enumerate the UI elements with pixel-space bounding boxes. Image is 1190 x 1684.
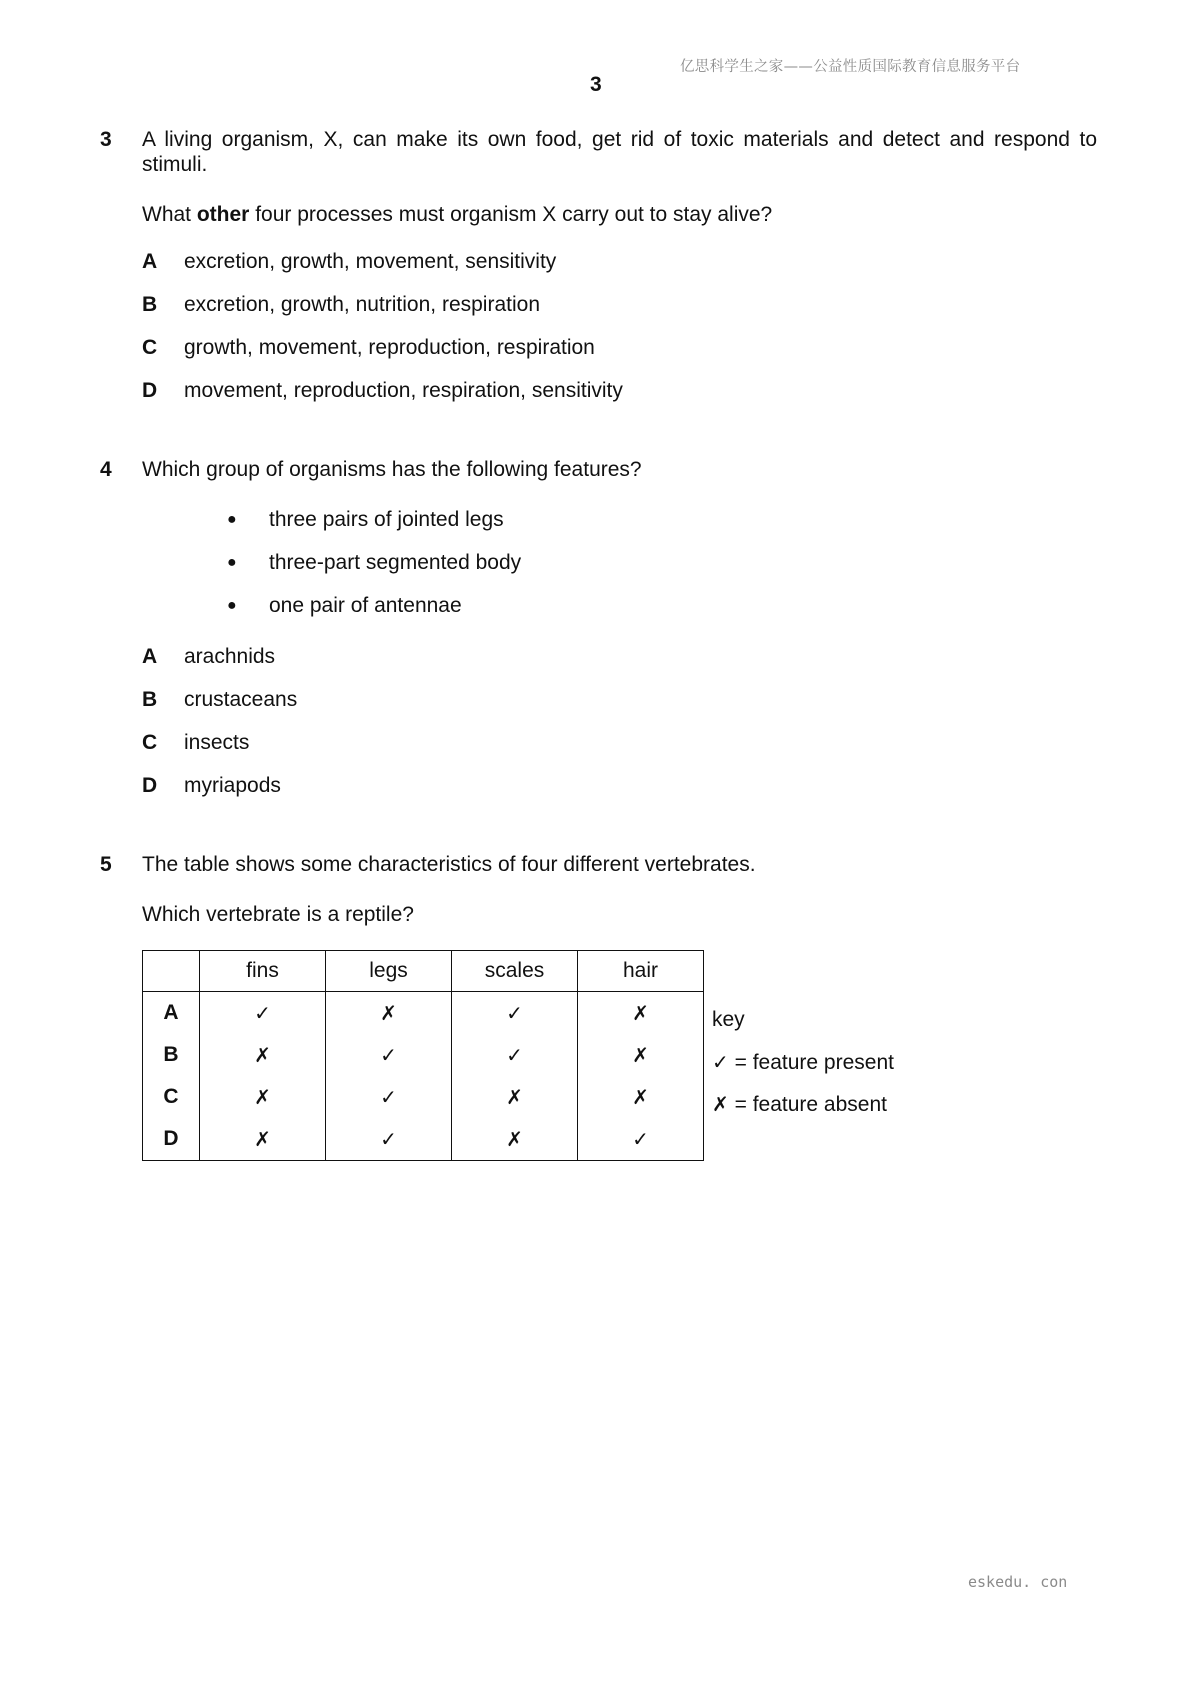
table-row bbox=[143, 992, 704, 1035]
table-cell: ✓ bbox=[326, 1034, 452, 1076]
page-number: 3 bbox=[590, 73, 602, 96]
bullet-icon: ● bbox=[227, 511, 237, 528]
question-stem: Which group of organisms has the following features? bbox=[142, 458, 642, 481]
feature-item: three pairs of jointed legs bbox=[269, 508, 504, 531]
table-cell: ✗ bbox=[326, 992, 452, 1035]
option-text: insects bbox=[184, 731, 250, 754]
table-cell: ✓ bbox=[578, 1118, 704, 1161]
table-cell: ✓ bbox=[200, 992, 326, 1035]
table-cell: ✗ bbox=[578, 1034, 704, 1076]
table-cell: ✗ bbox=[200, 1118, 326, 1161]
row-label: C bbox=[143, 1076, 200, 1118]
table-cell: ✗ bbox=[578, 992, 704, 1035]
table-cell: ✗ bbox=[452, 1118, 578, 1161]
key-present-text: = feature present bbox=[728, 1051, 894, 1074]
option-letter: D bbox=[142, 379, 158, 402]
watermark-text: 亿思科学生之家——公益性质国际教育信息服务平台 bbox=[680, 59, 1021, 75]
table-cell: ✓ bbox=[326, 1076, 452, 1118]
bullet-icon: ● bbox=[227, 597, 237, 614]
table-cell: ✗ bbox=[452, 1076, 578, 1118]
table-cell: ✓ bbox=[452, 1034, 578, 1076]
question-prompt: Which vertebrate is a reptile? bbox=[142, 903, 414, 926]
cross-icon: ✗ bbox=[712, 1092, 729, 1116]
feature-item: one pair of antennae bbox=[269, 594, 462, 617]
column-header: fins bbox=[200, 951, 326, 992]
table-row bbox=[143, 1076, 704, 1118]
option-letter: C bbox=[142, 336, 158, 359]
option-text: growth, movement, reproduction, respiration bbox=[184, 336, 595, 359]
feature-item: three-part segmented body bbox=[269, 551, 522, 574]
prompt-text: four processes must organism X carry out to stay alive? bbox=[249, 203, 773, 226]
question-stem-continued: stimuli. bbox=[142, 153, 208, 176]
table-cell: ✓ bbox=[452, 992, 578, 1035]
question-number: 3 bbox=[100, 128, 112, 151]
table-cell: ✓ bbox=[326, 1118, 452, 1161]
option-text: arachnids bbox=[184, 645, 276, 668]
table-header-row bbox=[143, 951, 704, 992]
column-header: scales bbox=[452, 951, 578, 992]
prompt-emphasis: other bbox=[196, 203, 250, 226]
option-text: excretion, growth, nutrition, respiration bbox=[184, 293, 541, 316]
table-row bbox=[143, 1118, 704, 1161]
table-cell: ✗ bbox=[200, 1034, 326, 1076]
option-letter: B bbox=[142, 293, 158, 316]
column-header: hair bbox=[578, 951, 704, 992]
question-number: 5 bbox=[100, 853, 112, 876]
option-text: crustaceans bbox=[184, 688, 298, 711]
prompt-text: What bbox=[142, 203, 197, 226]
question-number: 4 bbox=[100, 458, 112, 481]
option-letter: A bbox=[142, 250, 158, 273]
question-prompt bbox=[142, 202, 772, 227]
vertebrate-table bbox=[142, 950, 704, 1161]
table-cell: ✗ bbox=[200, 1076, 326, 1118]
key-present bbox=[712, 1050, 894, 1075]
option-letter: C bbox=[142, 731, 158, 754]
table-row bbox=[143, 1034, 704, 1076]
bullet-icon: ● bbox=[227, 554, 237, 571]
option-letter: A bbox=[142, 645, 158, 668]
option-text: myriapods bbox=[184, 774, 281, 797]
footer-site-text: eskedu. con bbox=[968, 1573, 1068, 1591]
option-text: excretion, growth, movement, sensitivity bbox=[184, 250, 557, 273]
check-icon: ✓ bbox=[712, 1050, 729, 1074]
option-letter: D bbox=[142, 774, 158, 797]
row-label: A bbox=[143, 992, 200, 1035]
question-stem: A living organism, X, can make its own food, get rid of toxic materials and detect and respond to bbox=[142, 128, 1097, 151]
row-label: B bbox=[143, 1034, 200, 1076]
key-absent-text: = feature absent bbox=[728, 1093, 887, 1116]
option-letter: B bbox=[142, 688, 158, 711]
row-label: D bbox=[143, 1118, 200, 1161]
key-absent bbox=[712, 1092, 887, 1117]
table-cell: ✗ bbox=[578, 1076, 704, 1118]
key-title: key bbox=[712, 1008, 745, 1031]
question-stem: The table shows some characteristics of four different vertebrates. bbox=[142, 853, 756, 876]
column-header: legs bbox=[326, 951, 452, 992]
option-text: movement, reproduction, respiration, sensitivity bbox=[184, 379, 623, 402]
table-corner-cell bbox=[143, 951, 200, 992]
